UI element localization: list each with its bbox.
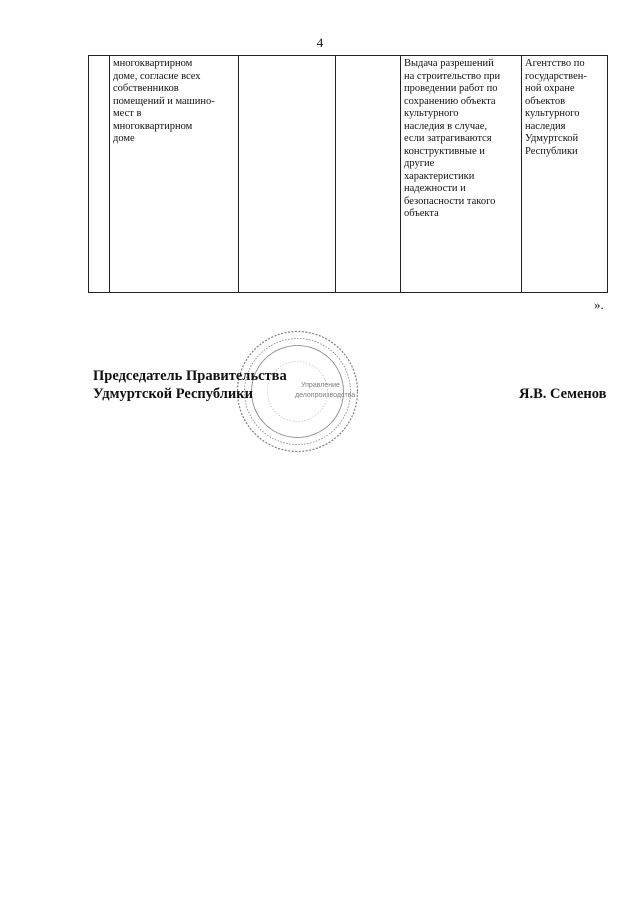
- table-cell-empty: [239, 56, 336, 293]
- document-table: [88, 55, 608, 293]
- signature-title-line2: Удмуртской Республики: [93, 386, 253, 402]
- table-row: [89, 56, 608, 293]
- table-cell-number: [89, 56, 110, 293]
- page-number: 4: [316, 35, 324, 50]
- seal-text-line2: делопроизводства: [295, 392, 356, 399]
- signature-title-line1: Председатель Правительства: [93, 368, 287, 384]
- table-cell-agency: Агентство по государствен- ной охране объектов культурного наследия Удмуртской Республики: [522, 56, 608, 293]
- signature-title: [93, 367, 287, 403]
- seal-text-line1: Управление: [301, 382, 340, 389]
- table-cell-documents: многоквартирном доме, согласие всех собственников помещений и машино- мест в многоквартирном доме: [110, 56, 239, 293]
- table-cell-empty: [336, 56, 401, 293]
- signature-name: Я.В. Семенов: [519, 386, 607, 402]
- closing-quote: ».: [594, 297, 604, 312]
- table-cell-service: Выдача разрешений на строительство при проведении работ по сохранению объекта культурного наследия в случае, если затрагиваются конструктивные и другие характеристики надежности и безопасности такого объекта: [401, 56, 522, 293]
